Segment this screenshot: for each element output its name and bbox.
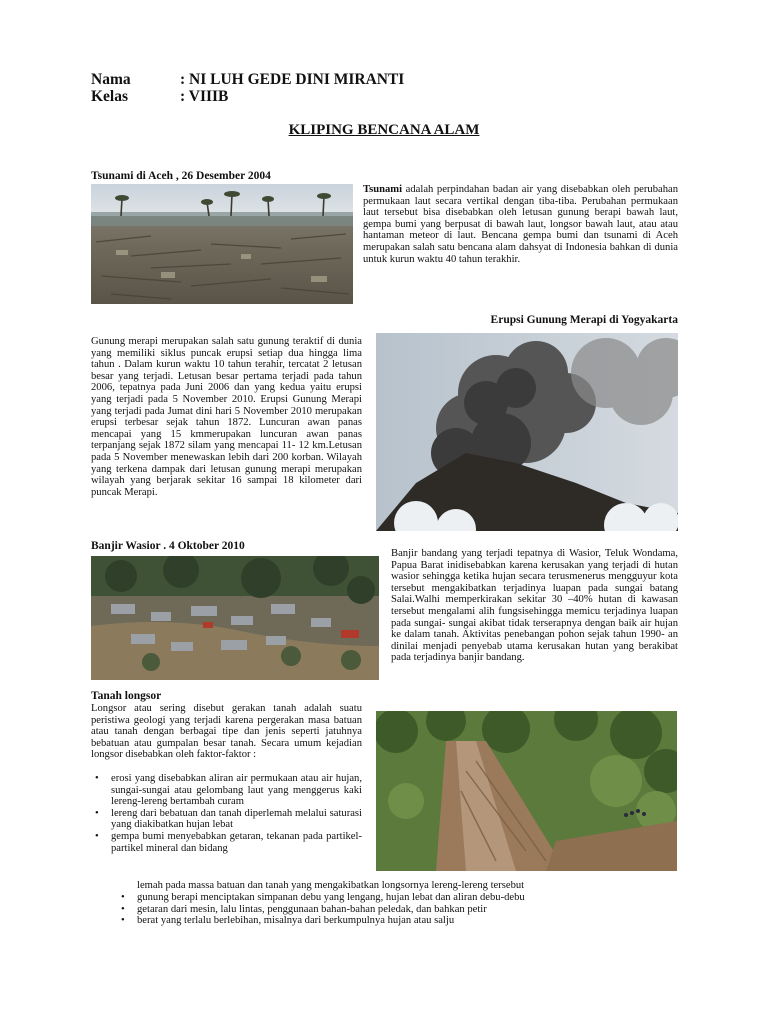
factor-text: gempa bumi menyebabkan getaran, tekanan pada partikel-partikel mineral dan bidang	[111, 830, 362, 854]
factor-text: erosi yang disebabkan aliran air permukaan atau air hujan, sungai-sungai atau gelombang laut yang menggerus kaki lereng-lereng bertambah curam	[111, 773, 362, 808]
list-item	[91, 808, 362, 831]
bullet-icon: •	[121, 915, 125, 927]
tsunami-heading: Tsunami di Aceh , 26 Desember 2004	[91, 170, 271, 182]
kelas-label: Kelas	[91, 88, 129, 105]
merapi-heading: Erupsi Gunung Merapi di Yogyakarta	[490, 314, 678, 326]
banjir-description: Banjir bandang yang terjadi tepatnya di Wasior, Teluk Wondama, Papua Barat inidisebabkan karena kerusakan yang terjadi di hutan wasior sehingga ketika hujan secara terusmenerus mengguyur kota tersebut mengakibatkan terjadinya luapan pada sungai batang Salai.Walhi memperkirakan sekitar 30 –40% hutan di kawasan tersebut mengalami alih fungsisehingga memicu terjadinya luapan pada sungai- sungai akibat tidak terserapnya dengan baik air hujan ke dalam tanah. Aktivitas penebangan pohon sejak tahun 1990- an dinilai menjadi penyebab utama kerusakan hutan yang berakibat pada terjadinya banjir bandang.	[391, 548, 678, 664]
factor-text: berat yang terlalu berlebihan, misalnya dari berkumpulnya hujan atau salju	[137, 915, 455, 927]
list-item	[117, 892, 677, 904]
nama-value: : NI LUH GEDE DINI MIRANTI	[180, 71, 405, 88]
tsunami-photo	[91, 184, 353, 304]
bullet-icon: •	[121, 903, 125, 915]
list-item	[117, 915, 677, 927]
list-item	[91, 773, 362, 808]
longsor-factor-list	[91, 773, 362, 854]
tsunami-lead-term: Tsunami	[363, 184, 403, 195]
page-title: KLIPING BENCANA ALAM	[288, 122, 480, 138]
tsunami-description	[363, 184, 678, 265]
factor-text: gunung berapi menciptakan simpanan debu yang lengang, hujan lebat dan aliran debu-debu	[137, 892, 525, 903]
factor-text: lereng dari bebatuan dan tanah diperlemah melalui saturasi yang diakibatkan hujan lebat	[111, 807, 362, 831]
tsunami-text: adalah perpindahan badan air yang disebabkan oleh perubahan permukaan laut secara vertikal dengan tiba-tiba. Perubahan permukaan laut tersebut bisa disebabkan oleh letusan gunung berapi bawah laut, gempa bumi yang berpusat di bawah laut, longsor bawah laut, atau atau hantaman meteor di laut. Bencana gempa bumi dan tsunami di Aceh merupakan salah satu bencana alam dahsyat di Indonesia bahkan di dunia untuk kurun waktu 40 tahun terakhir.	[363, 184, 678, 265]
bullet-icon: •	[95, 807, 99, 819]
longsor-photo	[376, 711, 677, 871]
longsor-heading: Tanah longsor	[91, 690, 162, 702]
bullet-icon: •	[95, 830, 99, 842]
merapi-description: Gunung merapi merupakan salah satu gunung teraktif di dunia yang memiliki siklus puncak erupsi setiap dua hingga lima tahun . Dalam kurun waktu 10 tahun terahir, tercatat 2 letusan besar yang terjadi. Letusan besar pertama terjadi pada tahun 2006, tepatnya pada Juni 2006 dan yang kedua yaitu erupsi yang terjadi pada 5 November 2010. Erupsi Gunung Merapi yang terjadi pada Jumat dini hari 5 November 2010 merupakan erupsi terbesar sejak tahun 1872. Luncuran awan panas mencapai yang 15 kmmerupakan luncuran awan panas terpanjang sejak 1872 silam yang mencapai 11- 12 km.Letusan pada 5 November menewaskan lebih dari 200 korban. Wilayah yang terkena dampak dari letusan gunung merapi merupakan wilayah yang berjarak sekitar 16 sampai 18 kilometer dari puncak Merapi.	[91, 336, 362, 498]
list-item	[117, 904, 677, 916]
list-item	[91, 831, 362, 854]
banjir-photo	[91, 556, 379, 680]
bullet-icon: •	[95, 773, 99, 784]
factor-text: getaran dari mesin, lalu lintas, penggunaan bahan-bahan peledak, dan bahkan petir	[137, 903, 487, 915]
nama-label: Nama	[91, 71, 131, 88]
kelas-value: : VIIIB	[180, 88, 229, 105]
longsor-intro: Longsor atau sering disebut gerakan tanah adalah suatu peristiwa geologi yang terjadi karena pergerakan masa batuan atau tanah dengan berbagai tipe dan jenis seperti jatuhnya bebatuan atau gumpalan besar tanah. Secara umum kejadian longsor disebabkan oleh faktor-faktor :	[91, 703, 362, 761]
merapi-photo	[376, 333, 678, 531]
longsor-continuation: lemah pada massa batuan dan tanah yang mengakibatkan longsornya lereng-lereng tersebut	[137, 880, 525, 891]
bullet-icon: •	[121, 892, 125, 903]
longsor-more-factors	[117, 892, 677, 927]
banjir-heading: Banjir Wasior . 4 Oktober 2010	[91, 540, 245, 552]
